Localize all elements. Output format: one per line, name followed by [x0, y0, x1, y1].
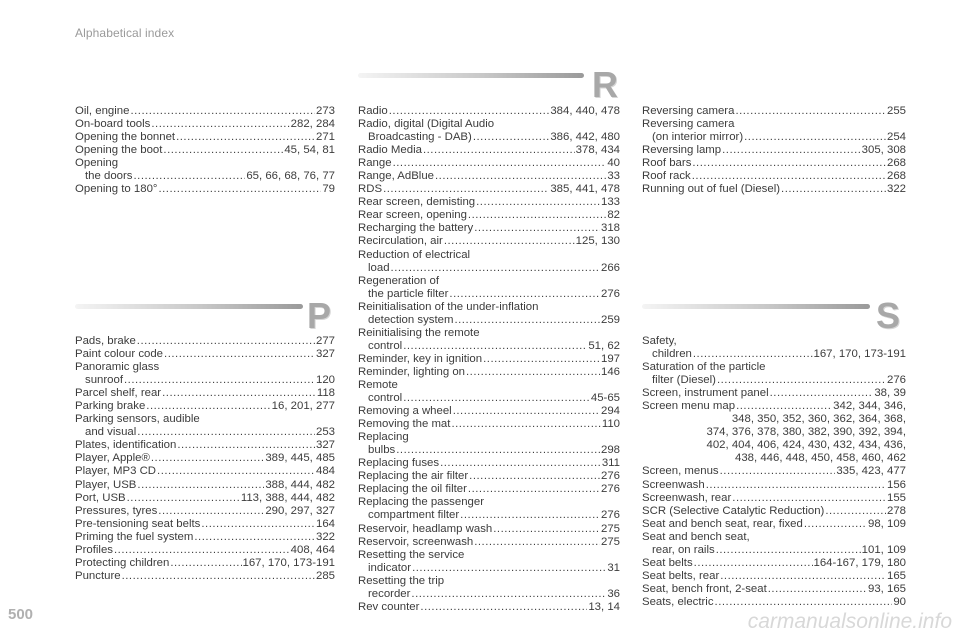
- index-entry[interactable]: Broadcasting - DAB) ..... 386, 442, 480: [358, 131, 620, 144]
- index-entry[interactable]: indicator ..... 31: [358, 562, 620, 575]
- index-entry[interactable]: Rear screen, demisting ..... 133: [358, 196, 620, 209]
- index-entry[interactable]: RDS ..... 385, 441, 478: [358, 183, 620, 196]
- index-entry[interactable]: children ..... 167, 170, 173-191: [642, 348, 906, 361]
- index-heading: Parking sensors, audible: [75, 413, 200, 426]
- index-heading: Opening: [75, 157, 119, 170]
- section-divider-bar: [642, 304, 870, 309]
- index-entry[interactable]: Range, AdBlue ..... 33: [358, 170, 620, 183]
- section-letter-r: R: [592, 64, 618, 105]
- index-entry[interactable]: Screenwash ..... 156: [642, 479, 906, 492]
- index-entry[interactable]: SCR (Selective Catalytic Reduction) ..... 278: [642, 505, 906, 518]
- index-entry[interactable]: bulbs ..... 298: [358, 444, 620, 457]
- index-heading: Replacing: [358, 431, 409, 444]
- index-entry[interactable]: the particle filter ..... 276: [358, 288, 620, 301]
- index-entry[interactable]: Parking brake ..... 16, 201, 277: [75, 400, 335, 413]
- index-entry[interactable]: Removing a wheel ..... 294: [358, 405, 620, 418]
- index-entry[interactable]: Recharging the battery ..... 318: [358, 222, 620, 235]
- index-entry[interactable]: Priming the fuel system ..... 322: [75, 531, 335, 544]
- index-entry[interactable]: load ..... 266: [358, 262, 620, 275]
- index-entry[interactable]: Pre-tensioning seat belts ..... 164: [75, 518, 335, 531]
- index-entry[interactable]: Replacing fuses ..... 311: [358, 457, 620, 470]
- index-entry[interactable]: On-board tools ..... 282, 284: [75, 118, 335, 131]
- index-heading: Saturation of the particle: [642, 361, 766, 374]
- index-entry[interactable]: Plates, identification ..... 327: [75, 439, 335, 452]
- index-entry[interactable]: Radio ..... 384, 440, 478: [358, 105, 620, 118]
- index-entry[interactable]: Parcel shelf, rear ..... 118: [75, 387, 335, 400]
- index-entry[interactable]: Replacing the oil filter ..... 276: [358, 483, 620, 496]
- index-heading: Safety,: [642, 335, 677, 347]
- index-heading: Resetting the service: [358, 548, 465, 561]
- index-entry[interactable]: Running out of fuel (Diesel) ..... 322: [642, 183, 906, 196]
- index-entry[interactable]: detection system ..... 259: [358, 314, 620, 327]
- index-entry[interactable]: Seat belts, rear ..... 165: [642, 570, 906, 583]
- index-entry[interactable]: Player, MP3 CD ..... 484: [75, 465, 335, 478]
- index-heading: Reinitialisation of the under-inflation: [358, 300, 539, 313]
- index-entry[interactable]: Rev counter ..... 13, 14: [358, 601, 620, 614]
- section-letter-s: S: [876, 295, 901, 336]
- index-entry[interactable]: Seat belts ..... 164-167, 179, 180: [642, 557, 906, 570]
- index-entry[interactable]: Port, USB ..... 113, 388, 444, 482: [75, 492, 335, 505]
- index-entry[interactable]: filter (Diesel) ..... 276: [642, 374, 906, 387]
- index-entry[interactable]: Screenwash, rear ..... 155: [642, 492, 906, 505]
- index-column-r: [358, 105, 620, 614]
- index-entry[interactable]: Roof bars ..... 268: [642, 157, 906, 170]
- index-entry[interactable]: Screen menu map ..... 342, 344, 346,: [642, 400, 906, 413]
- index-entry[interactable]: (on interior mirror) ..... 254: [642, 131, 906, 144]
- index-entry[interactable]: Replacing the air filter ..... 276: [358, 470, 620, 483]
- index-entry[interactable]: control ..... 45-65: [358, 392, 620, 405]
- watermark: carmanualsonline.info: [747, 610, 952, 633]
- page-header: Alphabetical index: [75, 26, 175, 40]
- index-entry[interactable]: Profiles ..... 408, 464: [75, 544, 335, 557]
- section-letter-p: P: [307, 295, 332, 336]
- index-entry[interactable]: Recirculation, air ..... 125, 130: [358, 235, 620, 248]
- index-entry[interactable]: Player, Apple® ..... 389, 445, 485: [75, 452, 335, 465]
- index-entry[interactable]: Seat and bench seat, rear, fixed ..... 98, 109: [642, 518, 906, 531]
- index-column-s: [642, 335, 906, 609]
- section-divider-bar: [75, 304, 303, 309]
- index-column-o: [75, 105, 335, 196]
- index-entry[interactable]: Reservoir, screenwash ..... 275: [358, 536, 620, 549]
- index-heading: Panoramic glass: [75, 361, 160, 374]
- index-entry[interactable]: Seat, bench front, 2-seat ..... 93, 165: [642, 583, 906, 596]
- index-entry[interactable]: Reversing camera ..... 255: [642, 105, 906, 118]
- page-list-continuation: 402, 404, 406, 424, 430, 432, 434, 436,: [706, 439, 906, 452]
- index-entry[interactable]: Removing the mat ..... 110: [358, 418, 620, 431]
- index-entry[interactable]: Rear screen, opening ..... 82: [358, 209, 620, 222]
- index-heading: Reduction of electrical: [358, 248, 471, 261]
- index-entry[interactable]: recorder ..... 36: [358, 588, 620, 601]
- index-entry[interactable]: Player, USB ..... 388, 444, 482: [75, 479, 335, 492]
- index-heading: Remote: [358, 378, 398, 391]
- index-entry[interactable]: Roof rack ..... 268: [642, 170, 906, 183]
- index-entry[interactable]: compartment filter ..... 276: [358, 509, 620, 522]
- index-entry[interactable]: Puncture ..... 285: [75, 570, 335, 583]
- index-column-p: [75, 335, 335, 583]
- page-list-continuation: 438, 446, 448, 450, 458, 460, 462: [734, 452, 906, 465]
- index-entry[interactable]: Radio Media ..... 378, 434: [358, 144, 620, 157]
- page-number: 500: [8, 606, 34, 623]
- index-entry[interactable]: Reminder, key in ignition ..... 197: [358, 353, 620, 366]
- index-heading: Reversing camera: [642, 118, 735, 131]
- index-entry[interactable]: Reversing lamp ..... 305, 308: [642, 144, 906, 157]
- section-divider-bar: [358, 73, 584, 78]
- index-entry[interactable]: Range ..... 40: [358, 157, 620, 170]
- index-heading: Seat and bench seat,: [642, 530, 750, 543]
- index-entry[interactable]: sunroof ..... 120: [75, 374, 335, 387]
- index-column-r-cont: [642, 105, 906, 196]
- index-entry[interactable]: and visual ..... 253: [75, 426, 335, 439]
- index-entry[interactable]: rear, on rails ..... 101, 109: [642, 544, 906, 557]
- index-entry[interactable]: Opening the boot ..... 45, 54, 81: [75, 144, 335, 157]
- index-heading: Radio, digital (Digital Audio: [358, 118, 495, 131]
- index-heading: Regeneration of: [358, 274, 440, 287]
- index-entry[interactable]: Protecting children ..... 167, 170, 173-191: [75, 557, 335, 570]
- index-entry[interactable]: Opening the bonnet ..... 271: [75, 131, 335, 144]
- index-entry[interactable]: the doors ..... 65, 66, 68, 76, 77: [75, 170, 335, 183]
- index-heading: Resetting the trip: [358, 574, 445, 587]
- index-entry[interactable]: Pads, brake ..... 277: [75, 335, 335, 348]
- index-entry[interactable]: Screen, menus ..... 335, 423, 477: [642, 465, 906, 478]
- index-entry[interactable]: Seats, electric ..... 90: [642, 596, 906, 609]
- index-entry[interactable]: Oil, engine ..... 273: [75, 105, 335, 118]
- index-entry[interactable]: Opening to 180° ..... 79: [75, 183, 335, 196]
- index-entry[interactable]: Pressures, tyres ..... 290, 297, 327: [75, 505, 335, 518]
- index-entry[interactable]: Screen, instrument panel ..... 38, 39: [642, 387, 906, 400]
- index-heading: Reinitialising the remote: [358, 326, 480, 339]
- index-entry[interactable]: Reservoir, headlamp wash ..... 275: [358, 523, 620, 536]
- index-entry[interactable]: Reminder, lighting on ..... 146: [358, 366, 620, 379]
- index-entry[interactable]: control ..... 51, 62: [358, 340, 620, 353]
- page-list-continuation: 374, 376, 378, 380, 382, 390, 392, 394,: [706, 426, 906, 439]
- index-heading: Replacing the passenger: [358, 496, 485, 509]
- page-list-continuation: 348, 350, 352, 360, 362, 364, 368,: [731, 413, 906, 426]
- index-entry[interactable]: Paint colour code ..... 327: [75, 348, 335, 361]
